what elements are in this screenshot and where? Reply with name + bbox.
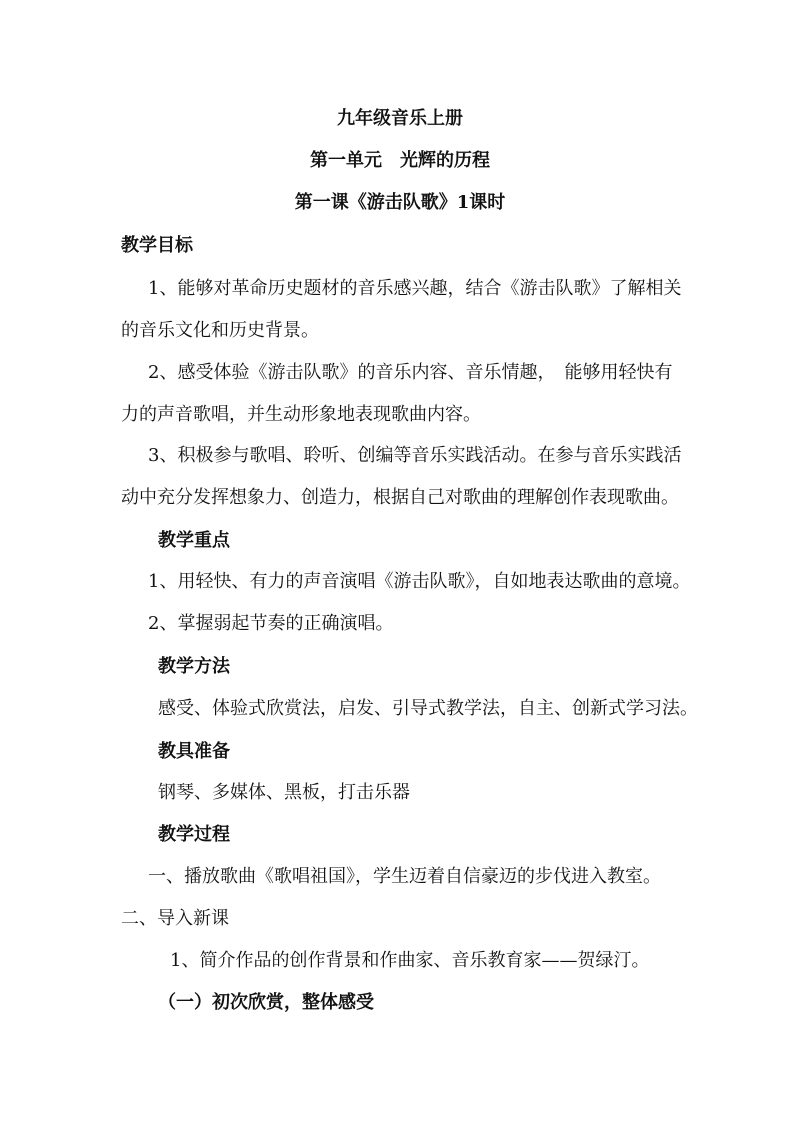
objective-2-line-1: 2、感受体验《游击队歌》的音乐内容、音乐情趣， 能够用轻快有 [148,362,673,383]
process-step-2-item-1: 1、简介作品的创作背景和作曲家、音乐教育家——贺绿汀。 [170,950,650,971]
objective-2-line-2: 力的声音歌唱，并生动形象地表现歌曲内容。 [121,404,481,425]
objective-1-line-1: 1、能够对革命历史题材的音乐感兴趣，结合《游击队歌》了解相关 [148,278,682,299]
key-points-heading: 教学重点 [158,530,230,551]
grade-title: 九年级音乐上册 [337,108,463,129]
tools-text: 钢琴、多媒体、黑板，打击乐器 [158,782,410,803]
tools-heading: 教具准备 [158,741,230,762]
key-point-1: 1、用轻快、有力的声音演唱《游击队歌》，自如地表达歌曲的意境。 [148,571,691,592]
unit-title: 第一单元 光辉的历程 [310,150,490,171]
objectives-heading: 教学目标 [121,235,193,256]
key-point-2: 2、掌握弱起节奏的正确演唱。 [148,613,394,634]
process-step-1: 一、播放歌曲《歌唱祖国》，学生迈着自信豪迈的步伐进入教室。 [148,866,661,887]
lesson-title: 第一课《游击队歌》1课时 [294,192,506,213]
process-sub-heading: （一）初次欣赏，整体感受 [158,992,374,1013]
methods-text: 感受、体验式欣赏法，启发、引导式教学法，自主、创新式学习法。 [158,698,698,719]
objective-3-line-1: 3、积极参与歌唱、聆听、创编等音乐实践活动。在参与音乐实践活 [148,445,682,466]
methods-heading: 教学方法 [158,656,230,677]
objective-3-line-2: 动中充分发挥想象力、创造力，根据自己对歌曲的理解创作表现歌曲。 [121,487,679,508]
process-step-2: 二、导入新课 [121,908,229,929]
process-heading: 教学过程 [158,824,230,845]
objective-1-line-2: 的音乐文化和历史背景。 [121,320,319,341]
